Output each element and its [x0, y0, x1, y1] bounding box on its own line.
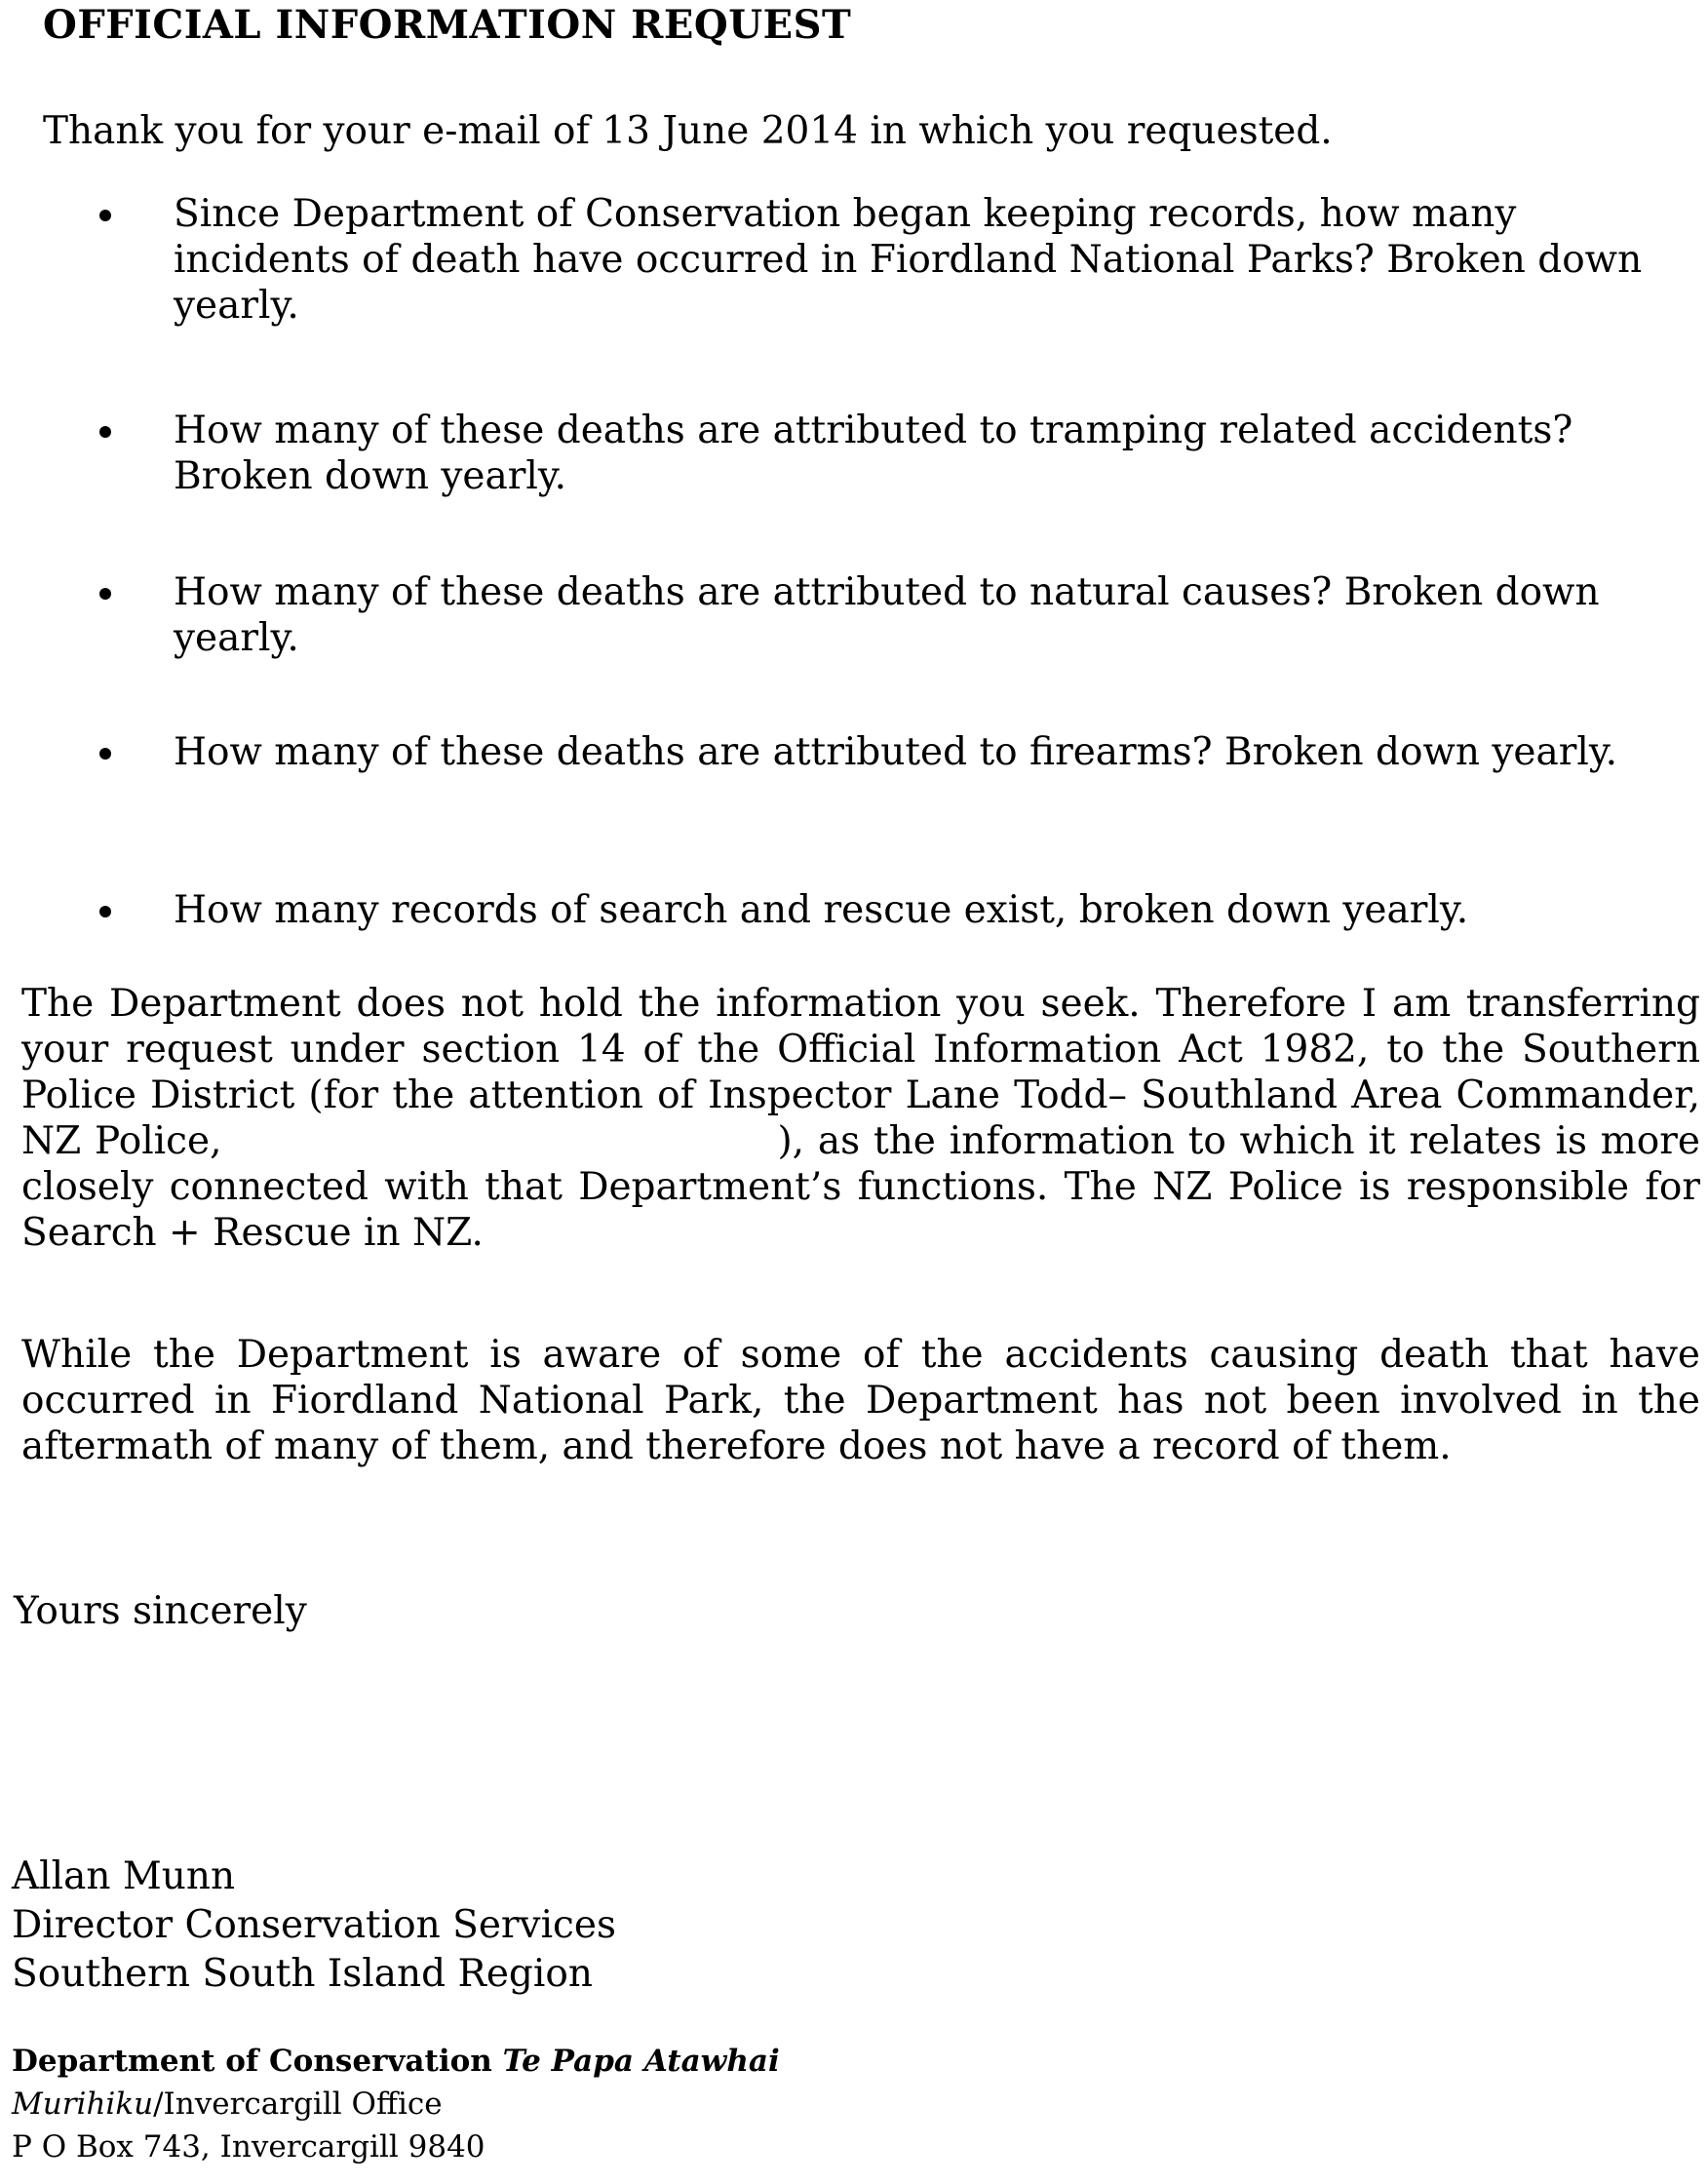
list-item	[174, 729, 1675, 775]
organisation-name	[12, 2040, 780, 2083]
office-name	[12, 2083, 780, 2126]
organisation-name-maori: Te Papa Atawhai	[502, 2044, 780, 2079]
list-item-text: How many of these deaths are attributed to firearms? Broken down yearly.	[174, 730, 1618, 774]
list-item-text: How many of these deaths are attributed to natural causes? Broken down yearly.	[174, 570, 1600, 660]
letterhead-footer	[12, 2040, 780, 2168]
list-item-text: Since Department of Conservation began keeping records, how many incidents of death have occurred in Fiordland National Parks? Broken down yearly.	[174, 192, 1643, 328]
bullet-icon	[99, 906, 111, 917]
transfer-text-start: The Department does not hold the information you seek. Therefore I am transferring your request under section 14 of the Official Information Act 1982, to the Southern Police District (for the attention of Inspector Lane Todd– Southland Area Commander, NZ Police,	[21, 982, 1700, 1163]
bullet-icon	[99, 210, 111, 221]
bullet-icon	[99, 588, 111, 600]
page-title: OFFICIAL INFORMATION REQUEST	[43, 2, 852, 48]
explanation-paragraph: While the Department is aware of some of the accidents causing death that have occurred in Fiordland National Park, the Department has not been involved in the aftermath of many of them, and therefore does not have a record of them.	[21, 1333, 1700, 1468]
signatory-region: Southern South Island Region	[12, 1952, 593, 1996]
closing-salutation: Yours sincerely	[14, 1589, 307, 1633]
transfer-paragraph	[21, 981, 1700, 1256]
list-item	[174, 887, 1675, 933]
postal-address: P O Box 743, Invercargill 9840	[12, 2129, 485, 2164]
office-name-english: /Invercargill Office	[153, 2086, 443, 2122]
list-item	[174, 191, 1675, 329]
list-item	[174, 569, 1675, 661]
office-name-maori: Murihiku	[12, 2086, 154, 2122]
list-item	[174, 408, 1675, 499]
bullet-icon	[99, 748, 111, 760]
intro-paragraph: Thank you for your e-mail of 13 June 2014 in which you requested.	[43, 109, 1333, 153]
bullet-icon	[99, 426, 111, 438]
organisation-name-english: Department of Conservation	[12, 2044, 492, 2079]
signatory-name: Allan Munn	[12, 1854, 236, 1898]
list-item-text: How many records of search and rescue exist, broken down yearly.	[174, 888, 1469, 932]
signature-block	[12, 1852, 616, 1999]
list-item-text: How many of these deaths are attributed to tramping related accidents? Broken down yearly.	[174, 409, 1573, 498]
transfer-text-end: ), as the information to which it relates is more closely connected with that Department’s functions. The NZ Police is responsible for Search + Rescue in NZ.	[21, 1119, 1700, 1255]
signatory-title: Director Conservation Services	[12, 1903, 616, 1947]
